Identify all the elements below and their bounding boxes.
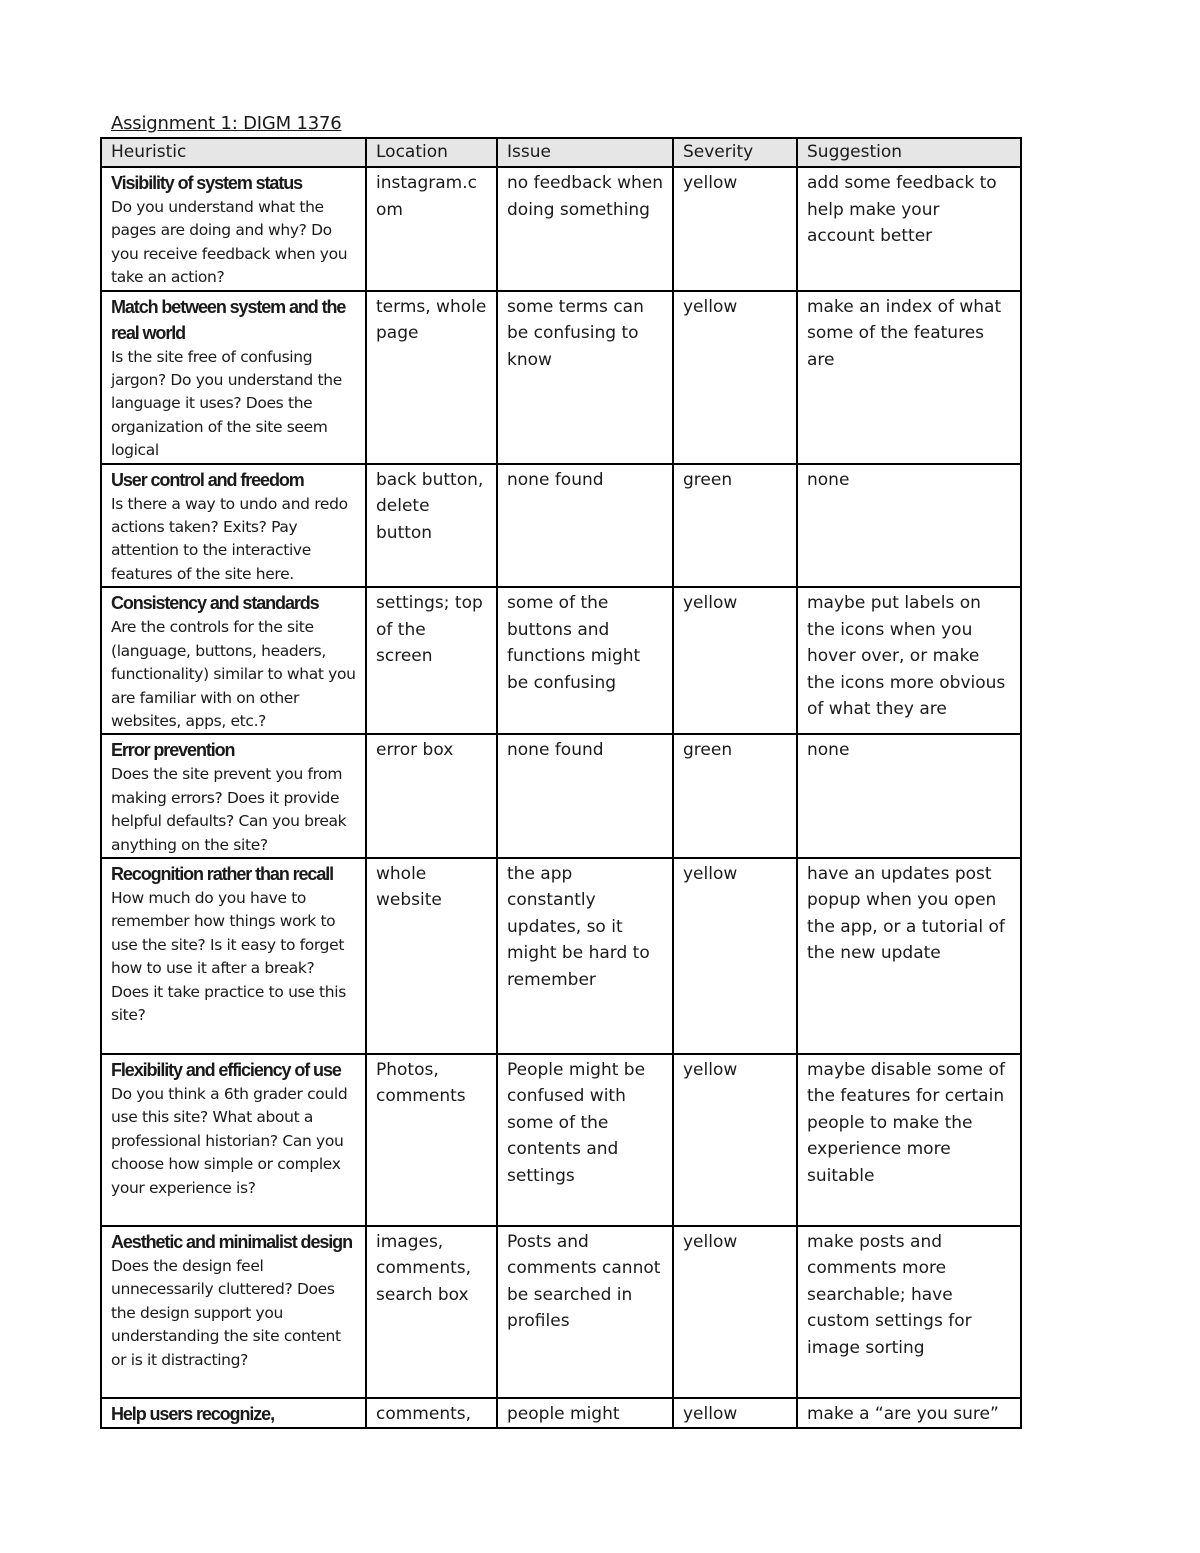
table-row xyxy=(101,464,1021,588)
heuristic-cell xyxy=(101,167,366,291)
heuristic-cell xyxy=(101,587,366,734)
table-row xyxy=(101,1226,1021,1398)
heuristic-description: Do you think a 6th grader could use this site? What about a professional historian? Can you choose how simple or complex your experience is? xyxy=(111,1084,348,1197)
severity-cell: green xyxy=(673,734,797,858)
heuristic-title: Recognition rather than recall xyxy=(111,863,334,884)
issue-cell: People might be confused with some of the contents and settings xyxy=(497,1054,673,1226)
heuristic-cell xyxy=(101,1226,366,1398)
table-header-row xyxy=(101,138,1021,167)
document-title: Assignment 1: DIGM 1376 xyxy=(111,113,342,134)
issue-cell: some of the buttons and functions might be confusing xyxy=(497,587,673,734)
heuristic-description: Are the controls for the site (language, buttons, headers, functionality) similar to what you are familiar with on other websites, apps, etc.? xyxy=(111,618,356,730)
heuristic-title: Help users recognize, xyxy=(111,1403,274,1424)
issue-cell: people might xyxy=(497,1398,673,1428)
issue-cell: no feedback when doing something xyxy=(497,167,673,291)
heuristic-cell xyxy=(101,1054,366,1226)
issue-cell: the app constantly updates, so it might be hard to remember xyxy=(497,858,673,1054)
severity-cell: yellow xyxy=(673,291,797,464)
heuristic-title: Visibility of system status xyxy=(111,173,303,193)
header-severity: Severity xyxy=(673,138,797,167)
severity-cell: yellow xyxy=(673,1398,797,1428)
heuristic-title: Match between system and the real world xyxy=(111,296,346,343)
table-row xyxy=(101,291,1021,464)
heuristic-description: Is there a way to undo and redo actions taken? Exits? Pay attention to the interactive features of the site here. xyxy=(111,494,348,583)
header-issue: Issue xyxy=(497,138,673,167)
heuristic-description: How much do you have to remember how things work to use the site? Is it easy to forget how to use it after a break? Does it take practice to use this site? xyxy=(111,888,346,1024)
heuristic-title: User control and freedom xyxy=(111,469,304,490)
heuristic-description: Does the design feel unnecessarily cluttered? Does the design support you understanding the site content or is it distracting? xyxy=(111,1256,341,1369)
suggestion-cell: make an index of what some of the features are xyxy=(797,291,1021,464)
table-row xyxy=(101,587,1021,734)
heuristic-cell xyxy=(101,734,366,858)
heuristic-description: Does the site prevent you from making errors? Does it provide helpful defaults? Can you break anything on the site? xyxy=(111,765,347,854)
suggestion-cell: none xyxy=(797,734,1021,858)
table-row xyxy=(101,734,1021,858)
location-cell: instagram.com xyxy=(366,167,497,291)
header-location: Location xyxy=(366,138,497,167)
location-cell: comments, xyxy=(366,1398,497,1428)
heuristic-title: Flexibility and efficiency of use xyxy=(111,1059,341,1080)
table-row xyxy=(101,1398,1021,1428)
severity-cell: yellow xyxy=(673,587,797,734)
suggestion-cell: make a “are you sure” xyxy=(797,1398,1021,1428)
heuristic-cell xyxy=(101,1398,366,1428)
severity-cell: yellow xyxy=(673,1054,797,1226)
heuristic-title: Consistency and standards xyxy=(111,593,319,614)
suggestion-cell: add some feedback to help make your account better xyxy=(797,167,1021,291)
location-cell: settings; top of the screen xyxy=(366,587,497,734)
location-cell: error box xyxy=(366,734,497,858)
heuristic-description: Is the site free of confusing jargon? Do you understand the language it uses? Does the organization of the site seem logical xyxy=(111,347,342,460)
table-row xyxy=(101,858,1021,1054)
suggestion-cell: have an updates post popup when you open the app, or a tutorial of the new update xyxy=(797,858,1021,1054)
issue-cell: none found xyxy=(497,464,673,588)
location-cell: whole website xyxy=(366,858,497,1054)
location-cell: Photos, comments xyxy=(366,1054,497,1226)
heuristic-cell xyxy=(101,464,366,588)
location-cell: terms, whole page xyxy=(366,291,497,464)
table-row xyxy=(101,167,1021,291)
heuristic-cell xyxy=(101,858,366,1054)
heuristic-title: Error prevention xyxy=(111,740,235,761)
suggestion-cell: none xyxy=(797,464,1021,588)
issue-cell: Posts and comments cannot be searched in profiles xyxy=(497,1226,673,1398)
severity-cell: yellow xyxy=(673,167,797,291)
location-cell: back button, delete button xyxy=(366,464,497,588)
heuristic-cell xyxy=(101,291,366,464)
severity-cell: green xyxy=(673,464,797,588)
heuristic-evaluation-table xyxy=(100,137,1022,1429)
issue-cell: none found xyxy=(497,734,673,858)
table-row xyxy=(101,1054,1021,1226)
severity-cell: yellow xyxy=(673,1226,797,1398)
header-suggestion: Suggestion xyxy=(797,138,1021,167)
severity-cell: yellow xyxy=(673,858,797,1054)
suggestion-cell: maybe put labels on the icons when you hover over, or make the icons more obvious of what they are xyxy=(797,587,1021,734)
heuristic-title: Aesthetic and minimalist design xyxy=(111,1231,352,1252)
header-heuristic: Heuristic xyxy=(101,138,366,167)
heuristic-description: Do you understand what the pages are doing and why? Do you receive feedback when you take an action? xyxy=(111,198,348,287)
suggestion-cell: maybe disable some of the features for certain people to make the experience more suitable xyxy=(797,1054,1021,1226)
issue-cell: some terms can be confusing to know xyxy=(497,291,673,464)
location-cell: images, comments, search box xyxy=(366,1226,497,1398)
suggestion-cell: make posts and comments more searchable; have custom settings for image sorting xyxy=(797,1226,1021,1398)
